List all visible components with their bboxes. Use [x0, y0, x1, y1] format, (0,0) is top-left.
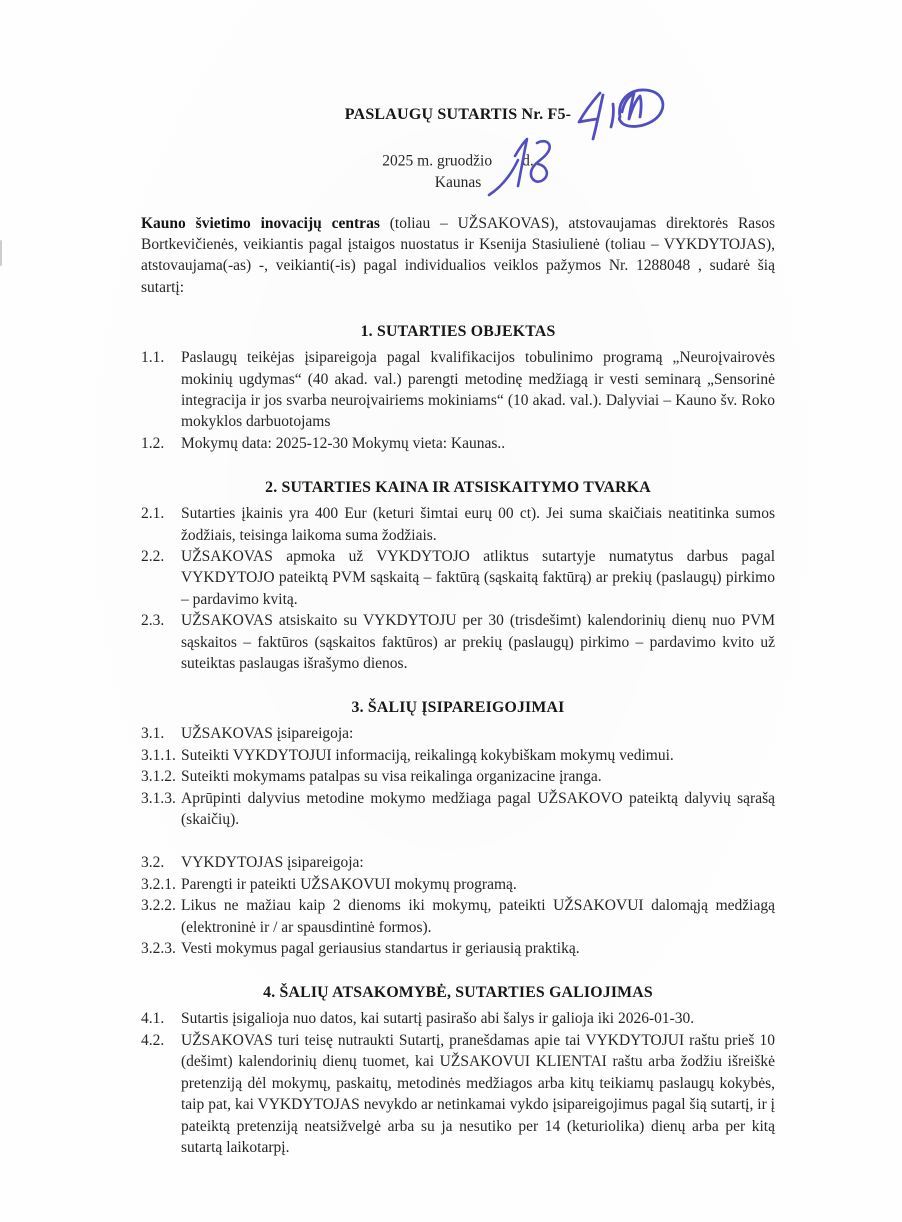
- clause-text: Sutarties įkainis yra 400 Eur (keturi šimtai eurų 00 ct). Jei suma skaičiais neatitinka sumos žodžiais, teisinga laikoma suma žodžiais.: [181, 505, 775, 544]
- clause-4-2: [141, 1030, 775, 1158]
- clause-number: 4.1.: [141, 1010, 165, 1028]
- section-1-heading: 1. SUTARTIES OBJEKTAS: [360, 323, 556, 341]
- clause-text: Vesti mokymus pagal geriausius standartus ir geriausią praktiką.: [181, 940, 580, 958]
- date-prefix: 2025 m. gruodžio: [382, 152, 493, 170]
- clause-text: UŽSAKOVAS atsiskaito su VYKDYTOJU per 30 (trisdešimt) kalendorinių dienų nuo PVM sąskaitos – faktūros (sąskaitos faktūros) ar prekių (paslaugų) pirkimo – pardavimo kvito už suteiktas paslaugas išrašymo dienos.: [181, 612, 775, 672]
- clause-text: UŽSAKOVAS apmoka už VYKDYTOJO atliktus sutartyje numatytus darbus pagal VYKDYTOJO pateiktą PVM sąskaitą – faktūrą (sąskaitą faktūrą) ar prekių (paslaugų) pirkimo – pardavimo kvitą.: [181, 547, 775, 608]
- clause-number: 2.3.: [141, 612, 165, 630]
- clause-text: Suteikti VYKDYTOJUI informaciją, reikalingą kokybiškam mokymų vedimui.: [181, 746, 674, 764]
- intro-paragraph: [141, 213, 775, 299]
- clause-number: 3.2.1.: [141, 875, 176, 893]
- clause-3-1-1: [141, 745, 775, 766]
- clause-text: Parengti ir pateikti UŽSAKOVUI mokymų programą.: [181, 875, 517, 893]
- contract-content: [141, 103, 775, 1158]
- clause-text: VYKDYTOJAS įsipareigoja:: [181, 854, 364, 872]
- ink-scrawl-18-icon: [488, 136, 554, 198]
- clause-text: Likus ne mažiau kaip 2 dienoms iki mokymų, pateikti UŽSAKOVUI dalomąją medžiagą (elektroninė ir / ar spausdintinė formos).: [181, 897, 775, 936]
- clause-number: 2.1.: [141, 505, 165, 523]
- clause-2-1: [141, 503, 775, 546]
- clause-number: 3.1.2.: [141, 768, 176, 786]
- section-4-heading: 4. ŠALIŲ ATSAKOMYBĖ, SUTARTIES GALIOJIMAS: [263, 984, 653, 1002]
- handwritten-day: [492, 150, 522, 166]
- document-title: [141, 103, 775, 125]
- clause-3-1-3: [141, 788, 775, 831]
- clause-3-2-1: [141, 874, 775, 895]
- clause-3-1: [141, 723, 775, 744]
- clause-number: 4.2.: [141, 1031, 165, 1049]
- clause-number: 3.1.3.: [141, 789, 176, 807]
- clause-text: UŽSAKOVAS turi teisę nutraukti Sutartį, pranešdamas apie tai VYKDYTOJUI raštu prieš 10 (dešimt) kalendorinių dienų tuomet, kai UŽSAKOVUI KLIENTAI raštu arba žodžiu išreiškė pretenziją dėl mokymų, paskaitų, metodinės medžiagos arba kitų teikiamų paslaugų kokybės, taip pat, kai VYKDYTOJAS nevykdo ar netinkamai vykdo įsipareigojimus pagal šią sutartį, ir į pateiktą pretenziją neatsižvelgė arba su ja nesutiko per 14 (keturiolika) dienų arba per kitą sutartą laikotarpį.: [181, 1031, 775, 1156]
- clause-text: Mokymų data: 2025-12-30 Mokymų vieta: Kaunas..: [181, 434, 506, 452]
- clause-text: Suteikti mokymams patalpas su visa reikalinga organizacine įranga.: [181, 768, 602, 786]
- clause-number: 3.2.2.: [141, 897, 176, 915]
- clause-text: Paslaugų teikėjas įsipareigoja pagal kvalifikacijos tobulinimo programą „Neuroįvairovės mokinių ugdymas“ (40 akad. val.) parengti metodinę medžiagą ir vesti seminarą „Sensorinė integracija ir jos svarba neuroįvairiems mokiniams“ (10 akad. val.). Dalyviai – Kauno šv. Roko mokyklos darbuotojams: [181, 349, 775, 431]
- clause-number: 3.1.: [141, 725, 165, 743]
- clause-2-2: [141, 546, 775, 610]
- ink-scrawl-410-icon: [572, 86, 668, 140]
- clause-3-2: [141, 852, 775, 873]
- section-2-heading: 2. SUTARTIES KAINA IR ATSISKAITYMO TVARKA: [265, 479, 651, 497]
- clause-number: 3.1.1.: [141, 746, 176, 764]
- clause-number: 1.2.: [141, 434, 165, 452]
- scan-artifact: [0, 240, 2, 266]
- clause-text: Aprūpinti dalyvius metodine mokymo medžiaga pagal UŽSAKOVO pateiktą dalyvių sąrašą (skaičių).: [181, 789, 775, 829]
- section-3-heading: 3. ŠALIŲ ĮSIPAREIGOJIMAI: [351, 699, 565, 717]
- date-line: [141, 150, 775, 172]
- clause-3-1-2: [141, 766, 775, 787]
- city-line: Kaunas: [434, 173, 482, 191]
- clause-number: 3.2.: [141, 854, 165, 872]
- clause-3-2-2: [141, 895, 775, 938]
- party-name-bold: Kauno švietimo inovacijų centras: [141, 214, 380, 232]
- clause-text: Sutartis įsigalioja nuo datos, kai sutartį pasirašo abi šalys ir galioja iki 2026-01-30.: [181, 1010, 695, 1028]
- clause-text: UŽSAKOVAS įsipareigoja:: [181, 725, 354, 743]
- clause-4-1: [141, 1008, 775, 1029]
- intro-rest: (toliau – UŽSAKOVAS), atstovaujamas direktorės Rasos Bortkevičienės, veikiantis pagal įstaigos nuostatus ir Ksenija Stasiulienė (toliau – VYKDYTOJAS), atstovaujama(-as) -, veikianti(-is) pagal individualios veiklos pažymos Nr. 1288048 , sudarė šią sutartį:: [141, 214, 776, 296]
- clause-1-1: [141, 347, 775, 433]
- clause-number: 1.1.: [141, 349, 165, 367]
- title-text: PASLAUGŲ SUTARTIS Nr. F5-: [344, 106, 572, 123]
- clause-number: 2.2.: [141, 547, 165, 565]
- clause-number: 3.2.3.: [141, 940, 176, 958]
- clause-3-2-3: [141, 938, 775, 959]
- clause-1-2: [141, 433, 775, 454]
- date-suffix: d.: [522, 152, 534, 170]
- clause-2-3: [141, 610, 775, 674]
